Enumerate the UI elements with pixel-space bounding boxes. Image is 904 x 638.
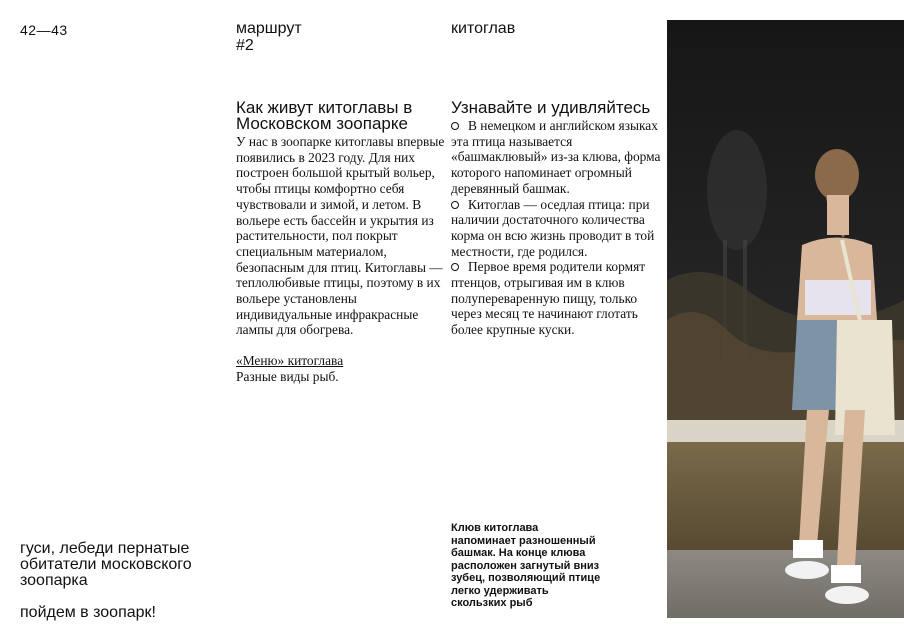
menu-link[interactable]: «Меню» китоглава [236,353,344,369]
circle-bullet-icon [451,263,459,271]
article-body: У нас в зоопарке китоглавы впервые появились в 2023 году. Для них построен большой крытый вольер, чтобы птицы комфортно себя чувствовали и зимой, и летом. В вольере есть бассейн и укрытия из растительности, пол покрыт специальным материалом, безопасным для птиц. Китоглавы — теплолюбивые птицы, поэтому в их вольере установлены индивидуальные инфракрасные лампы для обогрева. [236,134,445,338]
photo-caption: Клюв китоглава напоминает разношенный башмак. На конце клюва расположен загнутый вниз зубец, позволяющий птице легко удерживать скользких рыб [451,522,601,609]
circle-bullet-icon [451,201,459,209]
fact-item: В немецком и английском языках эта птица называется «башмаклювый» из-за клюва, форма которого напоминает огромный деревянный башмак. [451,118,661,196]
route-label-line1: маршрут [236,20,302,37]
menu-text: Разные виды рыб. [236,368,339,384]
page-number: 42—43 [20,22,68,38]
route-label-line2: #2 [236,37,254,54]
article-column [236,100,448,385]
tagline: гуси, лебеди пернатые обитатели московского зоопарка [20,540,192,589]
facts-heading: Узнавайте и удивляйтесь [451,98,651,117]
menu-block [236,353,448,384]
facts-column [451,100,663,338]
route-label [236,20,302,54]
article-heading: Как живут китоглавы в Московском зоопарке [236,98,413,133]
photo-girl-at-enclosure-icon [667,20,904,618]
fact-item: Китоглав — оседлая птица: при наличии достаточного количества корма он всю жизнь проводит в той местности, где родился. [451,196,655,259]
photo [667,20,904,618]
fact-item: Первое время родители кормят птенцов, отрыгивая им в клюв полупереваренную пищу, только через месяц те начинают глотать более крупные куски. [451,259,646,338]
section-label: китоглав [451,20,516,37]
cta-link[interactable]: пойдем в зоопарк! [20,604,156,621]
circle-bullet-icon [451,122,459,130]
